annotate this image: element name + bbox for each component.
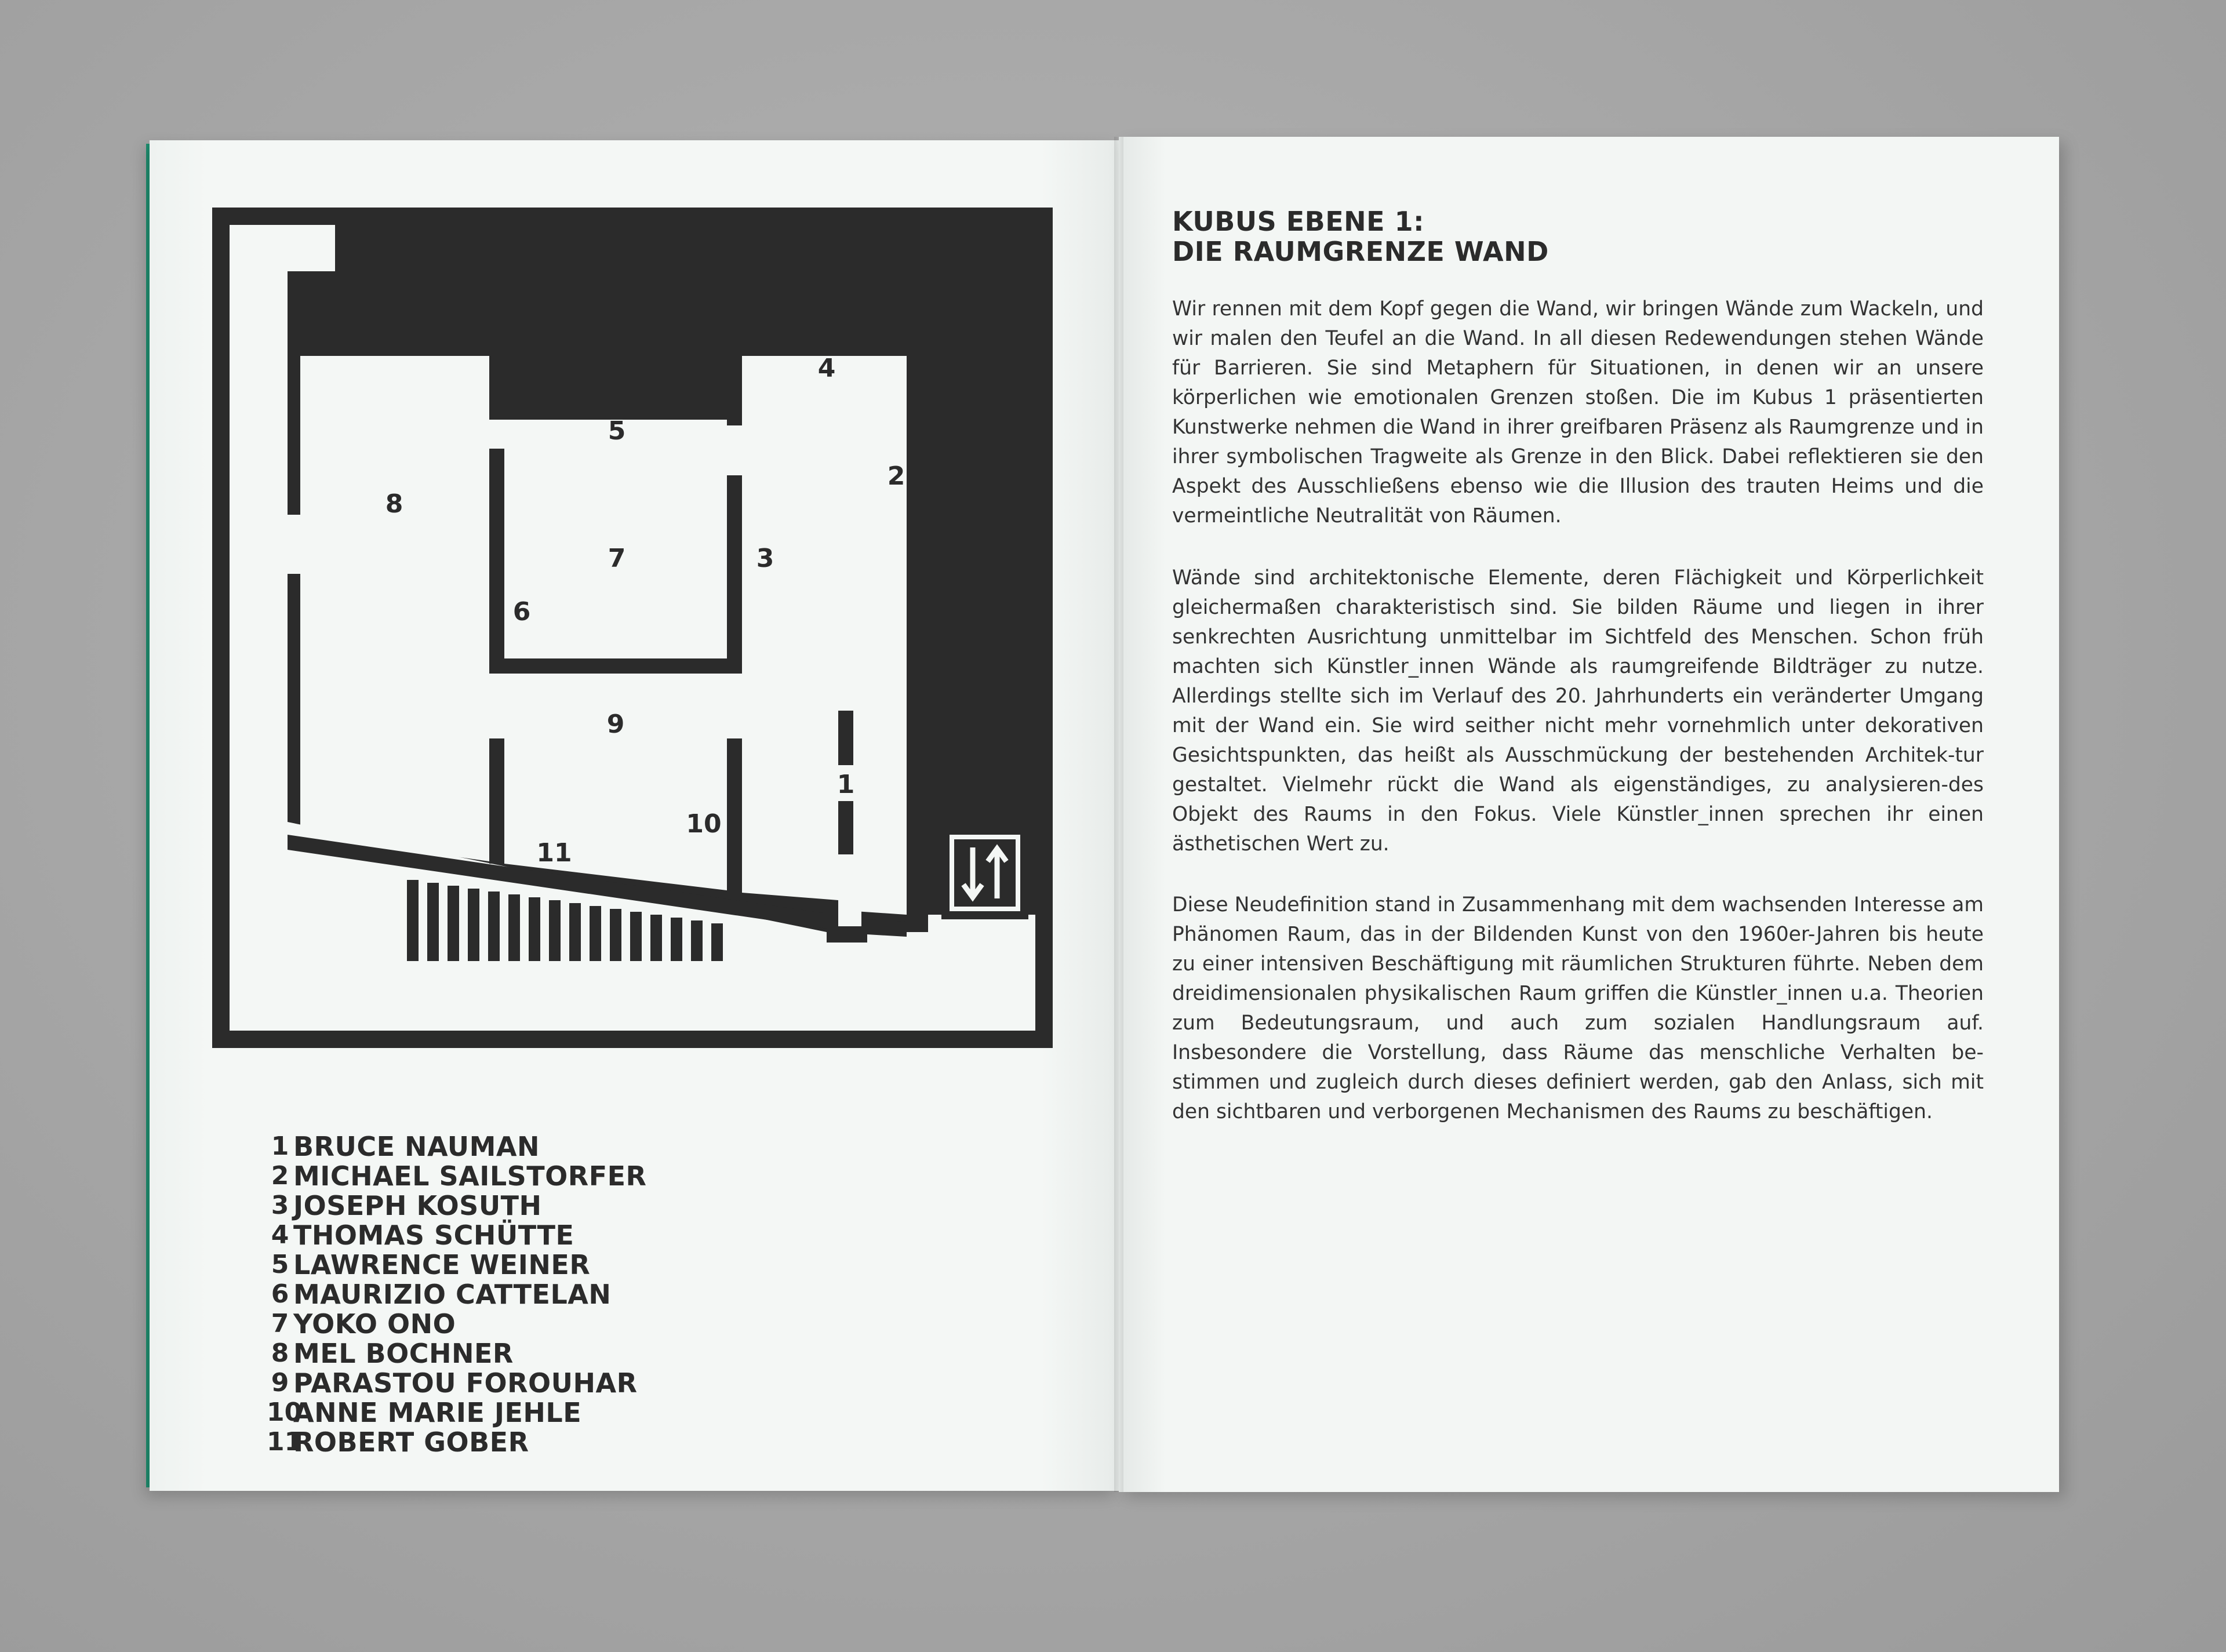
stair-step (549, 900, 561, 961)
corridor-top-notch (230, 225, 335, 271)
door-8 (288, 515, 300, 574)
stair-step (630, 912, 642, 961)
wall-1-bottom (838, 801, 853, 854)
heading-line-1: KUBUS EBENE 1: (1172, 206, 1424, 237)
artist-list-item (209, 1398, 646, 1427)
artist-number: 10 (267, 1398, 303, 1427)
wall-11-left (489, 757, 504, 864)
artist-name: ROBERT GOBER (293, 1426, 529, 1458)
artist-number: 8 (271, 1338, 289, 1368)
artist-name: MAURIZIO CATTELAN (293, 1278, 612, 1310)
stair-step (529, 897, 540, 961)
room-label-6: 6 (512, 597, 531, 627)
artist-name: PARASTOU FOROUHAR (293, 1367, 638, 1399)
room-4 (742, 356, 907, 915)
artist-list (209, 1131, 646, 1457)
room-label-3: 3 (756, 544, 774, 573)
wall-5-bottom (489, 658, 742, 674)
booklet-spine (1114, 137, 1123, 1492)
stair-step (711, 923, 723, 961)
artist-name: LAWRENCE WEINER (293, 1249, 591, 1280)
artist-number: 5 (271, 1250, 289, 1279)
artist-list-item (209, 1131, 646, 1161)
stair-step (488, 892, 500, 961)
wall-10 (727, 757, 742, 894)
stair-step (468, 889, 479, 961)
room-label-8: 8 (385, 489, 403, 519)
stair-step (448, 886, 459, 961)
artist-number: 9 (271, 1368, 289, 1398)
artist-name: JOSEPH KOSUTH (293, 1189, 542, 1221)
artist-number: 6 (271, 1279, 289, 1309)
stair-step (569, 903, 581, 961)
artist-list-item (209, 1191, 646, 1220)
artist-name: MEL BOCHNER (293, 1337, 514, 1369)
artist-number: 2 (271, 1161, 289, 1191)
wall-5-left (489, 449, 504, 671)
wall-slanted-right (867, 919, 907, 937)
room-5 (504, 420, 727, 664)
stair-step (610, 909, 621, 961)
corridor-bottom-right (928, 915, 1035, 1031)
door-5-right (725, 425, 742, 475)
room-label-2: 2 (887, 461, 905, 491)
artist-number: 3 (271, 1191, 289, 1220)
elevator-fill (954, 839, 1016, 907)
artist-list-item (209, 1220, 646, 1250)
floor-plan (212, 208, 1053, 1048)
artist-number: 1 (271, 1131, 289, 1161)
wall-3 (727, 475, 742, 674)
stair-step (691, 920, 703, 961)
artist-name: ANNE MARIE JEHLE (293, 1396, 582, 1428)
body-paragraph: Wir rennen mit dem Kopf gegen die Wand, wir bringen Wände zum Wackeln, und wir malen den Teufel an die Wand. In all diesen Redewendungen stehen Wände für Barrieren. Sie sind Metaphern für Situationen, in denen wir an unsere körperlichen wie emotionalen Grenzen stoßen. Die im Kubus 1 präsentierten Kunstwerke nehmen die Wand in ihrer greifbaren Präsenz als Raumgrenze und in ihrer symbolischen Tragweite als Grenze in den Blick. Dabei reflektieren sie den Aspekt des Ausschließens ebenso wie die Illusion des trauten Heims und die vermeintliche Neutralität von Räumen. (1172, 297, 1984, 527)
body-paragraph: Wände sind architektonische Elemente, deren Flächigkeit und Körperlichkeit gleichermaßen charakteristisch sind. Sie bilden Räume und liegen in ihrer senkrechten Ausrichtung unmittelbar im Sichtfeld des Menschen. Schon früh machten sich Künstler_innen Wände als raumgreifende Bildträger zu nutze. Allerdings stellte sich im Verlauf des 20. Jahrhunderts ein veränderter Umgang mit der Wand ein. Sie wird seither nicht mehr vornehmlich unter dekorativen Gesichtspunkten, das heißt als Ausschmückung der bestehenden Architek-tur gestaltet. Vielmehr rückt die Wand als eigenständiges, zu analysieren-des Objekt des Raums in den Fokus. Viele Künstler_innen sprechen ihr einen ästhetischen Wert zu. (1172, 566, 1984, 856)
artist-number: 4 (271, 1220, 289, 1250)
room-label-4: 4 (817, 354, 836, 383)
artist-list-item (209, 1161, 646, 1191)
artist-number: 7 (271, 1309, 289, 1338)
room-label-9: 9 (606, 709, 625, 739)
door-5-left (489, 420, 507, 449)
room-8 (300, 356, 489, 861)
artist-name: MICHAEL SAILSTORFER (293, 1160, 647, 1192)
room-label-10: 10 (686, 809, 722, 839)
artist-list-item (209, 1368, 646, 1398)
room-label-1: 1 (836, 770, 855, 799)
artist-number: 11 (267, 1427, 303, 1457)
artist-list-item (209, 1279, 646, 1309)
stair-step (671, 918, 682, 961)
body-paragraph: Diese Neudefinition stand in Zusammenhang mit dem wachsenden Interesse am Phänomen Raum, das in der Bildenden Kunst von den 1960er-Jahren bis heute zu einer intensiven Beschäftigung mit räumlichen Strukturen führte. Neben dem dreidimensionalen physikalischen Raum griffen die Künstler_innen u.a. Theorien zum Bedeutungsraum, und auch zum sozialen Handlungsraum auf. Insbesondere die Vorstellung, dass Räume das menschliche Verhalten be-stimmen und zugleich durch dieses definiert werden, gab den Anlass, sich mit den sichtbaren und verborgenen Mechanismen des Raums zu beschäftigen. (1172, 893, 1984, 1123)
stair-step (508, 894, 520, 961)
door-1-top (838, 903, 861, 926)
artist-name: YOKO ONO (293, 1308, 456, 1340)
artist-name: BRUCE NAUMAN (293, 1130, 540, 1162)
artist-list-item (209, 1427, 646, 1457)
wall-1-top (838, 711, 853, 765)
page-heading (1172, 206, 1549, 267)
room-label-11: 11 (536, 838, 572, 868)
artist-list-item (209, 1338, 646, 1368)
room-label-5: 5 (608, 416, 626, 446)
artist-list-item (209, 1309, 646, 1338)
up-down-arrows-icon (941, 827, 1028, 919)
stair-step (650, 915, 662, 961)
heading-line-2: DIE RAUMGRENZE WAND (1172, 236, 1549, 267)
stair-step (590, 906, 601, 961)
artist-list-item (209, 1250, 646, 1279)
wall-8-top (288, 341, 489, 356)
corridor-left (230, 225, 288, 1031)
artist-name: THOMAS SCHÜTTE (293, 1219, 574, 1251)
stair-step (427, 883, 439, 961)
room-label-7: 7 (608, 544, 626, 573)
stair-step (407, 880, 419, 961)
